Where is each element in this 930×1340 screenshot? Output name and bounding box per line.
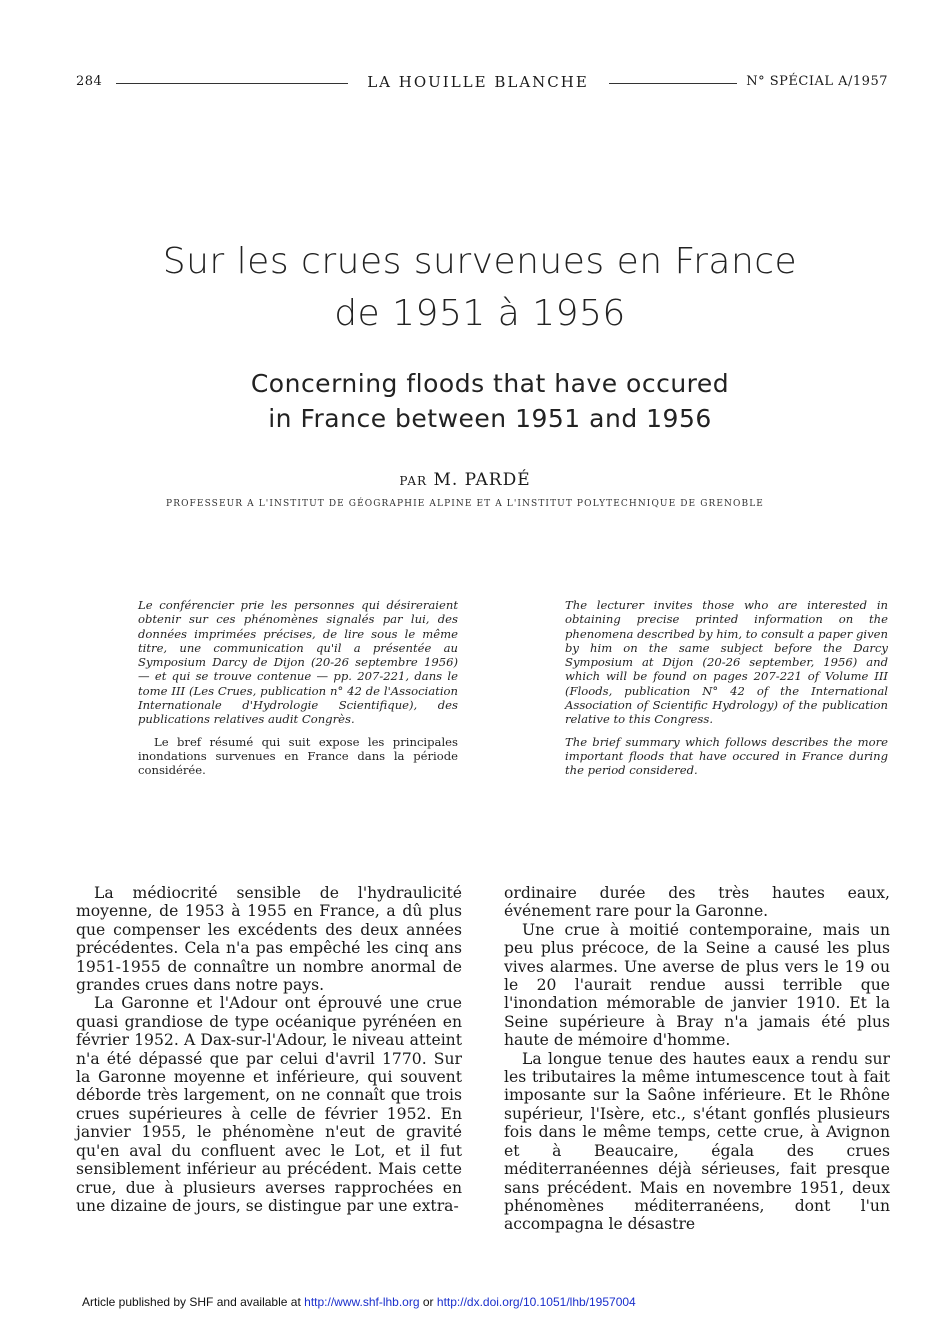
- subtitle-line-2: in France between 1951 and 1956: [268, 404, 712, 433]
- running-header: [76, 72, 888, 94]
- abstract-french: [138, 598, 458, 786]
- abstract-english: [565, 598, 888, 786]
- abstract-en-paragraph-1: The lecturer invites those who are interested in obtaining precise printed information on the phenomena described by him, to consult a paper given by him on the same subject before the Darcy Symposium at Dijon (20-26 september, 1956) and which will be found on pages 207-221 of Volume III (Floods, publication N° 42 of the International Association of Scientific Hydrology) of the publication relative to this Congress.: [565, 598, 888, 727]
- author-affiliation: PROFESSEUR A L'INSTITUT DE GÉOGRAPHIE ALPINE ET A L'INSTITUT POLYTECHNIQUE DE GRENOBLE: [166, 499, 764, 509]
- author-name: M. PARDÉ: [433, 470, 531, 490]
- page-number: 284: [76, 74, 103, 89]
- footer-link-shf[interactable]: http://www.shf-lhb.org: [304, 1295, 420, 1309]
- body-paragraph: Une crue à moitié contemporaine, mais un peu plus précoce, de la Seine a causé les plus vives alarmes. Une averse de plus vers le 19 ou le 20 l'aurait rendue aussi terrible que l'inondation mémorable de janvier 1910. Et la Seine supérieure à Bray n'a jamais été plus haute de mémoire d'homme.: [504, 920, 890, 1050]
- title-line-1: Sur les crues survenues en France: [162, 241, 798, 282]
- author-line: [0, 470, 930, 490]
- header-rule-left: [116, 83, 348, 84]
- body-paragraph: La médiocrité sensible de l'hydraulicité moyenne, de 1953 à 1955 en France, a dû plus que compenser les excédents des deux années précédentes. Cela n'a pas empêché les cinq ans 1951-1955 de connaître un nombre anormal de grandes crues dans notre pays.: [76, 884, 462, 995]
- subtitle-line-1: Concerning floods that have occured: [250, 369, 730, 398]
- abstract-fr-paragraph-2: Le bref résumé qui suit expose les principales inondations survenues en France dans la période considérée.: [138, 734, 458, 778]
- footer-or: or: [422, 1295, 434, 1309]
- body-column-right: [504, 884, 890, 1234]
- abstract-fr-paragraph-1: Le conférencier prie les personnes qui désireraient obtenir sur ces phénomènes signalés par lui, des données imprimées précises, de lire sous le même titre, une communication qu'il a présentée au Symposium Darcy de Dijon (20-26 septembre 1956) — et qui se trouve contenue — pp. 207-221, dans le tome III (Les Crues, publication n° 42 de l'Association Internationale d'Hydrologie Scientifique), des publications relatives audit Congrès.: [138, 598, 458, 727]
- body-column-left: [76, 884, 462, 1215]
- article-title: [100, 236, 860, 340]
- body-paragraph: La longue tenue des hautes eaux a rendu sur les tributaires la même intumescence tout à fait imposante sur la Saône inférieure. Et le Rhône supérieur, l'Isère, etc., s'étant gonflés plusieurs fois dans le même temps, cette crue, à Avignon et à Beaucaire, égala des crues méditerranéennes déjà sérieuses, fait presque sans précédent. Mais en novembre 1951, deux phénomènes méditerranéens, dont l'un accompagna le désastre: [504, 1049, 890, 1234]
- article-subtitle: [160, 366, 820, 436]
- footer-text: Article published by SHF and available at: [82, 1295, 301, 1309]
- title-line-2: de 1951 à 1956: [334, 293, 626, 334]
- header-rule-right: [609, 83, 737, 84]
- publication-footer: [82, 1295, 636, 1309]
- body-paragraph: La Garonne et l'Adour ont éprouvé une crue quasi grandiose de type océanique pyrénéen en février 1952. A Dax-sur-l'Adour, le niveau atteint n'a été dépassé que par celui d'avril 1770. Sur la Garonne moyenne et inférieure, qui souvent déborde très largement, on ne connaît que trois crues supérieures à celle de février 1952. En janvier 1955, le phénomène n'eut de gravité qu'en aval du confluent avec le Lot, et il fut sensiblement inférieur au précédent. Mais cette crue, due à plusieurs averses rapprochées en une dizaine de jours, se distingue par une extra-: [76, 994, 462, 1215]
- abstract-en-paragraph-2: The brief summary which follows describes the more important floods that have occured in France during the period considered.: [565, 734, 888, 778]
- author-prefix: PAR: [399, 474, 428, 488]
- issue-label: N° SPÉCIAL A/1957: [746, 74, 888, 89]
- body-paragraph: ordinaire durée des très hautes eaux, événement rare pour la Garonne.: [504, 884, 890, 921]
- footer-link-doi[interactable]: http://dx.doi.org/10.1051/lhb/1957004: [436, 1295, 636, 1309]
- journal-name: LA HOUILLE BLANCHE: [367, 73, 589, 91]
